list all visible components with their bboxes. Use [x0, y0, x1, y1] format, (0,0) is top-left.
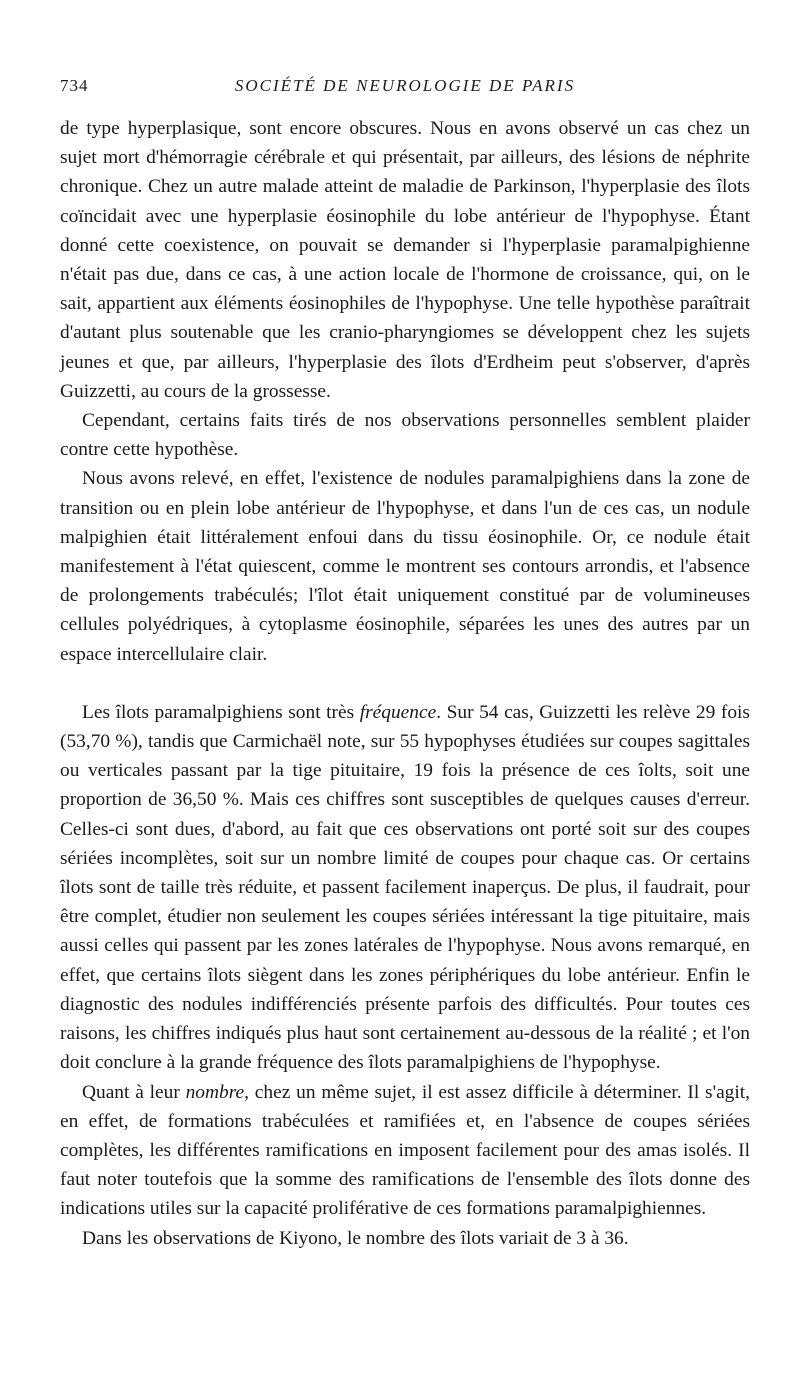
- nombre-rest: , chez un même sujet, il est assez difficile à déterminer. Il s'agit, en effet, de formations trabéculées et ramifiées et, en l'absence de coupes sériées complètes, les différentes ramifications en imposent facilement pour des amas isolés. Il faut noter toutefois que la somme des ramifications de l'ensemble des îlots donne des indications utiles sur la capacité proliférative de ces formations paramalpighiennes.: [60, 1081, 750, 1220]
- paragraph-cependant: Cependant, certains faits tirés de nos observations personnelles semblent plaider contre cette hypothèse.: [60, 410, 750, 461]
- paragraph-nombre: [60, 1078, 750, 1224]
- article-body: [60, 114, 750, 1253]
- frequence-lead: Les îlots paramalpighiens sont très: [82, 701, 360, 723]
- running-title: SOCIÉTÉ DE NEUROLOGIE DE PARIS: [234, 76, 576, 95]
- nombre-emphasis: nombre: [185, 1081, 245, 1103]
- paragraph-hyperplasia: de type hyperplasique, sont encore obscures. Nous en avons observé un cas chez un sujet mort d'hémorragie cérébrale et qui présentait, par ailleurs, des lésions de néphrite chronique. Chez un autre malade atteint de maladie de Parkinson, l'hyperplasie des îlots coïncidait avec une hyperplasie éosinophile du lobe antérieur de l'hypophyse. Étant donné cette coexistence, on pouvait se demander si l'hyperplasie paramalpighienne n'était pas due, dans ce cas, à une action locale de l'hormone de croissance, qui, on le sait, appartient aux éléments éosinophiles de l'hypophyse. Une telle hypothèse paraîtrait d'autant plus soutenable que les cranio-pharyngiomes se développent chez les sujets jeunes et que, par ailleurs, l'hyperplasie des îlots d'Erdheim peut s'observer, d'après Guizzetti, au cours de la grossesse.: [60, 118, 750, 402]
- frequence-emphasis: fréquence: [359, 701, 437, 723]
- running-header: [60, 76, 750, 106]
- frequence-rest: . Sur 54 cas, Guizzetti les relève 29 fois (53,70 %), tandis que Carmichaël note, sur 55 hypophyses étudiées sur coupes sagittales ou verticales passant par la tige pituitaire, 19 fois la présence de ces îolts, soit une proportion de 36,50 %. Mais ces chiffres sont susceptibles de quelques causes d'erreur. Celles-ci sont dues, d'abord, au fait que ces observations ont porté soit sur des coupes sériées incomplètes, soit sur un nombre limité de coupes pour chaque cas. Or certains îlots sont de taille très réduite, et passent facilement inaperçus. De plus, il faudrait, pour être complet, étudier non seulement les coupes sériées intéressant la tige pituitaire, mais aussi celles qui passent par les zones latérales de l'hypophyse. Nous avons remarqué, en effet, que certains îlots siègent dans les zones périphériques du lobe antérieur. Enfin le diagnostic des nodules indifférenciés présente parfois des difficultés. Pour toutes ces raisons, les chiffres indiqués plus haut sont certainement au-dessous de la réalité ; et l'on doit conclure à la grande fréquence des îlots paramalpighiens de l'hypophyse.: [60, 701, 750, 1074]
- nombre-lead: Quant à leur: [82, 1081, 186, 1103]
- paragraph-kiyono: Dans les observations de Kiyono, le nombre des îlots variait de 3 à 36.: [82, 1227, 629, 1249]
- page-number: 734: [60, 76, 89, 95]
- paragraph-nodules: Nous avons relevé, en effet, l'existence de nodules paramalpighiens dans la zone de transition ou en plein lobe antérieur de l'hypophyse, et dans l'un de ces cas, un nodule malpighien était littéralement enfoui dans du tissu éosinophile. Or, ce nodule était manifestement à l'état quiescent, comme le montrent ses contours arrondis, et l'absence de prolongements trabéculés; l'îlot était uniquement constitué par de volumineuses cellules polyédriques, à cytoplasme éosinophile, séparées les unes des autres par un espace intercellulaire clair.: [60, 468, 750, 665]
- paragraph-frequence: [60, 698, 750, 1078]
